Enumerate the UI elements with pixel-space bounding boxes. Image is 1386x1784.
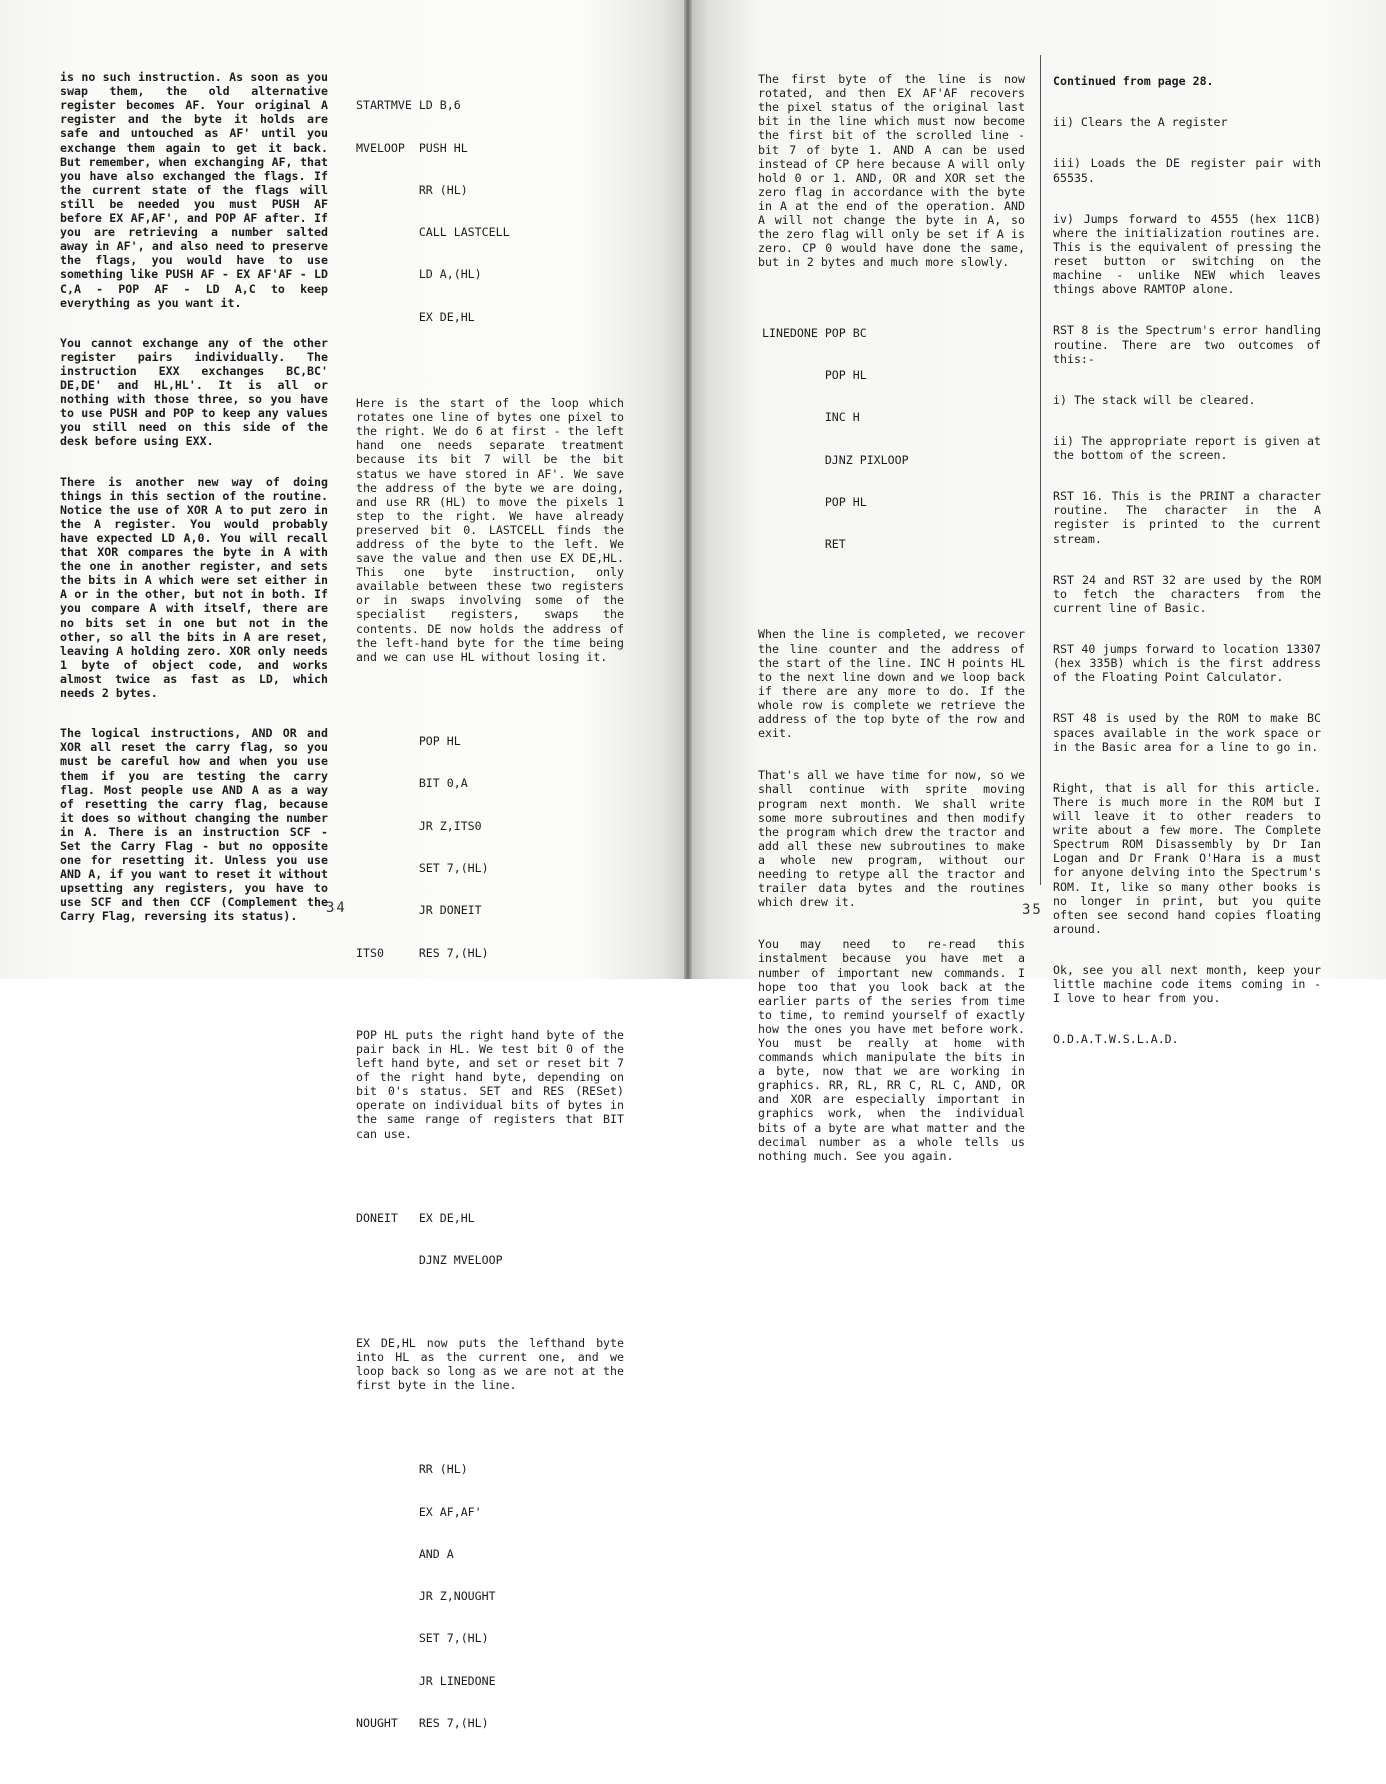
paragraph: Ok, see you all next month, keep your little machine code items coming in - I love to hear from you. bbox=[1053, 962, 1321, 1006]
code-line: DJNZ MVELOOP bbox=[356, 1253, 503, 1268]
code-line: ITS0 RES 7,(HL) bbox=[356, 945, 489, 960]
paragraph: RST 16. This is the PRINT a character routine. The character in the A register is printed to the current stream. bbox=[1053, 489, 1321, 546]
code-line: DONEIT EX DE,HL bbox=[356, 1210, 475, 1225]
code-line: AND A bbox=[356, 1546, 454, 1561]
code-line: RR (HL) bbox=[356, 1462, 468, 1477]
code-line: BIT 0,A bbox=[356, 776, 468, 791]
code-line: POP HL bbox=[356, 734, 461, 749]
code-line: LINEDONE POP BC bbox=[762, 325, 867, 340]
paragraph: The first byte of the line is now rotated, and then EX AF'AF recovers the pixel status of the original last bit in the line which must now become the first bit of the scrolled line - bit 7 of byte 1. AND A can be used instead of CP here because A will only hold 0 or 1. AND, OR and XOR set the zero flag in accordance with the byte in A at the end of the operation. AND A will not change the byte in A, so the zero flag will only be set if A is zero. CP 0 would have done the same, but in 2 bytes and much more slowly. bbox=[758, 72, 1025, 270]
paragraph: You may need to re-read this instalment because you have met a number of important new commands. I hope too that you look back at the earlier parts of the series from time to time, to remind yourself of exactly how the ones you have met before work. You must be really at home with commands which manipulate the bits in a byte, now that we are working in graphics. RR, RL, RR C, RL C, AND, OR and XOR are especially important in graphics work, when the individual bits of a byte are what matter and the decimal number as a whole tells us nothing much. See you again. bbox=[758, 937, 1025, 1163]
code-line: LD A,(HL) bbox=[356, 267, 482, 282]
right-column-1 bbox=[758, 58, 1025, 1189]
paragraph: POP HL puts the right hand byte of the pair back in HL. We test bit 0 of the left hand byte, and set or reset bit 7 of the right hand byte, depending on bit 0's status. SET and RES (RESet) operate on individual bits of bytes in the same range of registers that BIT can use. bbox=[356, 1027, 624, 1141]
paragraph: Right, that is all for this article. There is much more in the ROM but I will leave it to other readers to write about a few more. The Complete Spectrum ROM Disassembly by Dr Ian Logan and Dr Frank O'Hara is a must for anyone delving into the Spectrum's ROM. It, like so many other books is no longer in print, but you quite often see second hand copies floating around. bbox=[1053, 780, 1321, 936]
code-line: EX DE,HL bbox=[356, 309, 475, 324]
code-line: JR Z,NOUGHT bbox=[356, 1589, 496, 1604]
code-listing bbox=[762, 298, 1025, 580]
paragraph: You cannot exchange any of the other register pairs individually. The instruction EXX exchanges BC,BC' DE,DE' and HL,HL'. It is all or nothing with those three, so you have to use PUSH and POP to keep any values you still need on this side of the desk before using EXX. bbox=[60, 335, 328, 449]
code-line: INC H bbox=[762, 410, 860, 425]
code-listing bbox=[356, 706, 624, 988]
right-column-2 bbox=[1053, 60, 1321, 1074]
paragraph: ii) Clears the A register bbox=[1053, 115, 1228, 130]
left-column-1 bbox=[60, 56, 328, 950]
code-line: DJNZ PIXLOOP bbox=[762, 452, 909, 467]
paragraph: That's all we have time for now, so we shall continue with sprite moving program next month. We shall write some more subroutines and then modify the program which drew the tractor and add all these new subroutines to make a whole new program, without our needing to retype all the tractor and trailer data bytes and the routines which drew it. bbox=[758, 768, 1025, 910]
code-line: NOUGHT RES 7,(HL) bbox=[356, 1715, 489, 1730]
page-number: 35 bbox=[1022, 902, 1043, 918]
code-line: RET bbox=[762, 537, 846, 552]
code-line: JR LINEDONE bbox=[356, 1673, 496, 1688]
code-listing bbox=[356, 1183, 624, 1296]
paragraph: iv) Jumps forward to 4555 (hex 11CB) where the initialization routines are. This is the equivalent of pressing the reset button or switching on the machine - unlike NEW which leaves things above RAMTOP alone. bbox=[1053, 211, 1321, 297]
column-divider bbox=[1040, 55, 1041, 885]
continued-note: Continued from page 28. bbox=[1053, 74, 1214, 89]
code-line: SET 7,(HL) bbox=[356, 1631, 489, 1646]
paragraph: i) The stack will be cleared. bbox=[1053, 392, 1256, 407]
code-line: RR (HL) bbox=[356, 182, 468, 197]
code-line: POP HL bbox=[762, 494, 867, 509]
paragraph: RST 8 is the Spectrum's error handling routine. There are two outcomes of this:- bbox=[1053, 323, 1321, 366]
paragraph: Here is the start of the loop which rotates one line of bytes one pixel to the right. We do 6 at first - the left hand one needs separate treatment because its bit 7 will be the bit status we have stored in AF'. We save the address of the byte we are doing, and use RR (HL) to move the pixels 1 step to the right. We have already preserved bit 0. LASTCELL finds the address of the byte to the left. We save the value and then use EX DE,HL. This one byte instruction, only available between these two registers or in swaps involving some of the specialist registers, swaps the contents. DE now holds the address of the left-hand byte for the time being and we can use HL without losing it. bbox=[356, 396, 624, 664]
paragraph: is no such instruction. As soon as you swap them, the old alternative register becomes AF. Your original A register and the byte it holds are safe and untouched as AF' until you exchange them again to get it back. But remember, when exchanging AF, that you have also exchanged the flags. If the current state of the flags will still be needed you must PUSH AF before EX AF,AF', and POP AF after. If you are retrieving a number salted away in AF', and also need to preserve the flags, you would have to use something like PUSH AF - EX AF'AF - LD C,A - POP AF - LD A,C to keep everything as you want it. bbox=[60, 70, 328, 310]
paragraph: There is another new way of doing things in this section of the routine. Notice the use of XOR A to put zero in the A register. You would probably have expected LD A,0. You will recall that XOR compares the byte in A with the one in another register, and sets the bits in A which were set either in A or in the other, but not in both. If you compare A with itself, there are no bits set in one but not in the other, so all the bits in A are reset, leaving A holding zero. XOR only needs 1 byte of object code, and works almost twice as fast as LD, which needs 2 bytes. bbox=[60, 474, 328, 701]
code-line: STARTMVE LD B,6 bbox=[356, 98, 461, 113]
paragraph: ii) The appropriate report is given at the bottom of the screen. bbox=[1053, 433, 1321, 463]
page-number: 34 bbox=[326, 900, 347, 916]
code-listing bbox=[356, 70, 624, 352]
code-line: EX AF,AF' bbox=[356, 1504, 482, 1519]
code-line: MVELOOP PUSH HL bbox=[356, 140, 468, 155]
book-gutter bbox=[684, 0, 692, 979]
paragraph: RST 24 and RST 32 are used by the ROM to fetch the characters from the current line of Basic. bbox=[1053, 572, 1321, 615]
code-listing bbox=[356, 1434, 624, 1758]
code-line: JR DONEIT bbox=[356, 903, 482, 918]
code-line: SET 7,(HL) bbox=[356, 860, 489, 875]
signoff: O.D.A.T.W.S.L.A.D. bbox=[1053, 1032, 1179, 1047]
paragraph: When the line is completed, we recover the line counter and the address of the start of the line. INC H points HL to the next line down and we loop back if there are any more to do. If the whole row is complete we retrieve the address of the top byte of the row and exit. bbox=[758, 627, 1025, 741]
paragraph: The logical instructions, AND OR and XOR all reset the carry flag, so you must be careful how and when you use them if you are testing the carry flag. Most people use AND A as a way of resetting the carry flag, because it does so without changing the number in A. There is an instruction SCF - Set the Carry Flag - but no opposite one for resetting it. Unless you use AND A, if you want to reset it without upsetting any registers, you have to use SCF and then CCF (Complement the Carry Flag, reversing its status). bbox=[60, 726, 328, 924]
code-line: CALL LASTCELL bbox=[356, 225, 510, 240]
left-column-2 bbox=[356, 56, 624, 1784]
paragraph: RST 48 is used by the ROM to make BC spaces available in the work space or in the Basic area for a line to go in. bbox=[1053, 711, 1321, 754]
paragraph: iii) Loads the DE register pair with 65535. bbox=[1053, 156, 1321, 185]
code-line: JR Z,ITS0 bbox=[356, 818, 482, 833]
paragraph: EX DE,HL now puts the lefthand byte into HL as the current one, and we loop back so long as we are not at the first byte in the line. bbox=[356, 1335, 624, 1392]
code-line: POP HL bbox=[762, 367, 867, 382]
paragraph: RST 40 jumps forward to location 13307 (hex 335B) which is the first address of the Floating Point Calculator. bbox=[1053, 642, 1321, 685]
